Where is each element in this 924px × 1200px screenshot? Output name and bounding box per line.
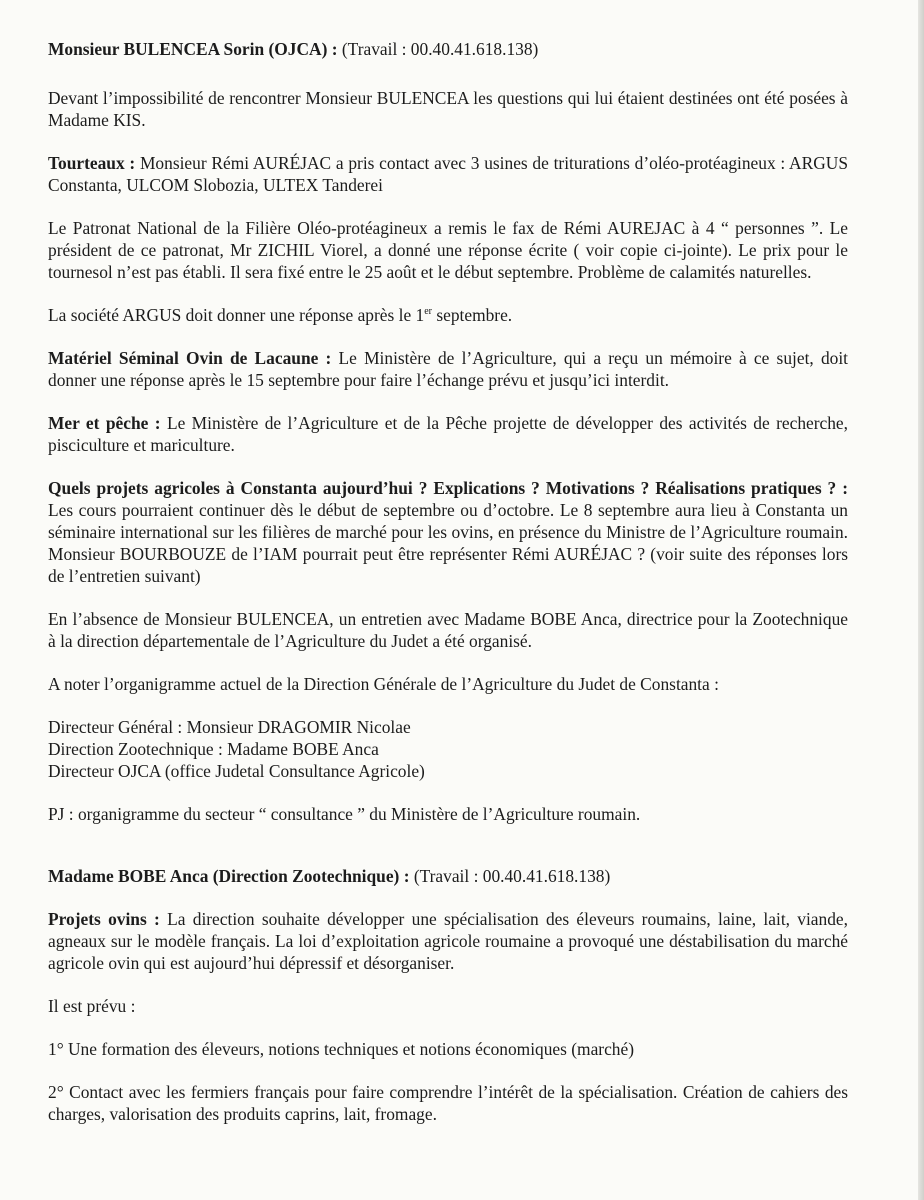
paragraph-patronat: Le Patronat National de la Filière Oléo-protéagineux a remis le fax de Rémi AUREJAC à 4 “ personnes ”. Le président de ce patronat, Mr ZICHIL Viorel, a donné une réponse écrite ( voir copie ci-jointe). Le prix pour le tournesol n’est pas établi. Il sera fixé entre le 25 août et le début septembre. Problème de calamités naturelles. <box>48 218 848 282</box>
topic-label: Matériel Séminal Ovin de Lacaune : <box>48 348 332 368</box>
org-line: Directeur Général : Monsieur DRAGOMIR Nicolae <box>48 717 411 737</box>
topic-text: La direction souhaite développer une spécialisation des éleveurs roumains, laine, lait, viande, agneaux sur le modèle français. La loi d’exploitation agricole roumaine a provoqué une déstabilisation du marché agricole ovin qui est aujourd’hui dépressif et désorganiser. <box>48 909 848 973</box>
topic-label: Quels projets agricoles à Constanta aujourd’hui ? Explications ? Motivations ? Réalisations pratiques ? : <box>48 478 848 498</box>
org-line: Directeur OJCA (office Judetal Consultance Agricole) <box>48 761 425 781</box>
paragraph-argus <box>48 304 848 326</box>
argus-text-b: septembre. <box>432 305 513 325</box>
section-contact: (Travail : 00.40.41.618.138) <box>337 39 539 59</box>
topic-label: Projets ovins : <box>48 909 160 929</box>
topic-text: Le Ministère de l’Agriculture et de la Pêche projette de développer des activités de recherche, pisciculture et mariculture. <box>48 413 848 455</box>
list-item-formation: 1° Une formation des éleveurs, notions techniques et notions économiques (marché) <box>48 1039 634 1059</box>
topic-label: Tourteaux : <box>48 153 136 173</box>
document-page <box>48 38 848 1125</box>
section-contact: (Travail : 00.40.41.618.138) <box>409 866 611 886</box>
paragraph-mer-peche <box>48 412 848 456</box>
paragraph-impossibilite: Devant l’impossibilité de rencontrer Monsieur BULENCEA les questions qui lui étaient destinées ont été posées à Madame KIS. <box>48 88 848 130</box>
topic-text: Les cours pourraient continuer dès le début de septembre ou d’octobre. Le 8 septembre aura lieu à Constanta un séminaire international sur les filières de marché pour les ovins, en présence du Ministre de l’Agriculture roumain. Monsieur BOURBOUZE de l’IAM pourrait peut être représenter Rémi AURÉJAC ? (voir suite des réponses lors de l’entretien suivant) <box>48 500 848 586</box>
paragraph-organigramme: A noter l’organigramme actuel de la Direction Générale de l’Agriculture du Judet de Constanta : <box>48 674 719 694</box>
organigramme-list <box>48 716 848 782</box>
paragraph-absence: En l’absence de Monsieur BULENCEA, un entretien avec Madame BOBE Anca, directrice pour la Zootechnique à la direction départementale de l’Agriculture du Judet a été organisé. <box>48 609 848 651</box>
paragraph-il-est-prevu: Il est prévu : <box>48 996 136 1016</box>
section-heading-bobe <box>48 865 848 887</box>
topic-text: Le Ministère de l’Agriculture, qui a reçu un mémoire à ce sujet, doit donner une réponse après le 15 septembre pour faire l’échange prévu et jusqu’ici interdit. <box>48 348 849 390</box>
paragraph-projets-agricoles <box>48 477 848 587</box>
topic-text: Monsieur Rémi AURÉJAC a pris contact avec 3 usines de triturations d’oléo-protéagineux : ARGUS Constanta, ULCOM Slobozia, ULTEX Tanderei <box>48 153 848 195</box>
paragraph-pj: PJ : organigramme du secteur “ consultance ” du Ministère de l’Agriculture roumain. <box>48 804 641 824</box>
paragraph-tourteaux <box>48 152 848 196</box>
argus-superscript: er <box>424 306 432 317</box>
page-edge-shadow <box>918 0 924 1200</box>
section-heading-bulencea <box>48 38 848 60</box>
section-title: Monsieur BULENCEA Sorin (OJCA) : <box>48 39 338 59</box>
argus-text-a: La société ARGUS doit donner une réponse après le 1 <box>48 305 425 325</box>
paragraph-materiel-seminal <box>48 347 848 391</box>
paragraph-projets-ovins <box>48 908 848 974</box>
topic-label: Mer et pêche : <box>48 413 161 433</box>
section-title: Madame BOBE Anca (Direction Zootechnique) : <box>48 866 410 886</box>
list-item-contact-fermiers: 2° Contact avec les fermiers français pour faire comprendre l’intérêt de la spécialisation. Création de cahiers des charges, valorisation des produits caprins, lait, fromage. <box>48 1082 848 1124</box>
org-line: Direction Zootechnique : Madame BOBE Anca <box>48 739 379 759</box>
